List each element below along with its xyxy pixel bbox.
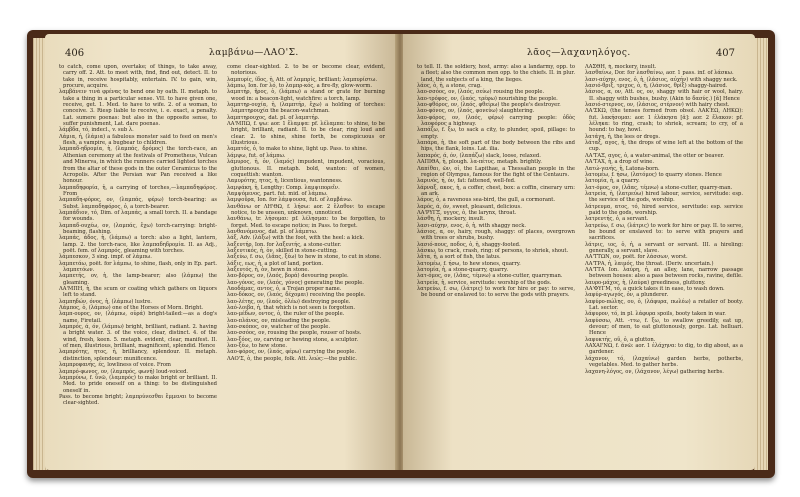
- dictionary-entry: λατομία, ἡ, a quarry.: [585, 178, 640, 185]
- dictionary-entry: ΛΑ'ΜΠΩ, f. ψω: aor. 1 ἔλαμψα: pf. λέλαμπα: to shine, to be bright, brilliant, radiant. II. to be clear, ring loud and clear. 2. to shine, shine forth, be conspicuous or illustrious.: [227, 121, 385, 147]
- dictionary-entry: ΛΑ'ΤΑΞ, αγος, ὁ, a water-animal, the otter or beaver.: [585, 152, 725, 159]
- dictionary-entry: λαμπετάω, poët. for λάμπω, to shine, flash, only in Ep. part. λαμπετόων.: [59, 260, 217, 273]
- dictionary-entry: λάξις, εως, ἡ, a plot of land, portion.: [227, 260, 324, 267]
- dictionary-entry: λασι-αύχην, ενος, ὁ, ἡ, (λάσιος, αὐχήν) with shaggy neck.: [585, 76, 738, 83]
- dictionary-entry: λάος, ὁ, ἡ, a stone, crag.: [417, 83, 482, 90]
- dictionary-entry: λαμπροφανής, ές, lowliness of voice. From: [59, 362, 171, 369]
- left-page-number: 406: [65, 48, 85, 59]
- right-page-number: 407: [715, 48, 735, 59]
- dictionary-entry: λαυρο-μάχος, ἡ, (λαύρα) greediness, gluttony.: [585, 279, 706, 286]
- dictionary-entry: λανθάνω or ΛΗ'ΘΩ, f. λήσω: aor. 2 ἔλαθον: to escape notice, to be unseen, unknown, unnoticed.: [227, 203, 385, 216]
- dictionary-entry: λαο-φόρος, ον, (λαός, φέρω) carrying people: ὁδὸς λαοφόρος a highway.: [417, 114, 575, 128]
- dictionary-entry: λανθάνω, tr. λήσομαι: pf. λέλησμαι: to be forgotten, to forget. Med. to escape notice; in Pass. to forget.: [227, 216, 385, 229]
- dictionary-entry: Λαπίθαι, ῶν, οἱ, the Lapithae, a Thessalian people in the region of Olympus, famous for the fight of the Centaurs.: [417, 165, 575, 178]
- dictionary-entry: ΛΑ'ΜΠΗ, ἡ, the scum or coating which gathers on liquors left to stand.: [59, 286, 217, 299]
- dictionary-entry: λαπαρός, ά, όν, (λαπάζω) slack, loose, relaxed.: [417, 152, 541, 159]
- dictionary-entry: λάμβδα, τό, indecl., v. sub λ.: [59, 127, 134, 134]
- dictionary-entry: λαφύσσω, Att. -ττω, f. ξω, to swallow greedily, eat up, devour; of men, to eat gluttonously, gorge. Lat. helluari. Hence: [585, 317, 743, 337]
- dictionary-entry: λαμπαδ-ηδρομία, ἡ, (λαμπάς, δρόμος) the torch-race, an Athenian ceremony at the festivals of Prometheus, Vulcan and Minerva, in which the runners carried lighted torches from the altar of these gods in the outer Ceramicus to the Acropolis. After the Persian war Pan received a like honour.: [59, 146, 217, 185]
- dictionary-entry: λάμπεσκον, 3 sing. impf. of λάμπω.: [59, 254, 152, 261]
- dictionary-entry: to catch, come upon, overtake; of things, to take away, carry off. 2. Att. to meet with, find, find out, detect. II. to take in, receive hospitably, entertain. IV. to gain, win, procure, acquire.: [59, 64, 217, 90]
- right-column-2: [585, 64, 743, 464]
- dictionary-entry: Λαμψόμενος, part. fut. mid. of λάμπω.: [227, 190, 328, 197]
- left-guide-word: λαμβάνω—ΛΑΟ'Σ.: [209, 48, 299, 58]
- dictionary-entry: λαμπρός, ά, όν, (λάμπω) bright, brilliant, radiant. 2. having a bright water. 3. of the voice, clear, distinct. 4. of the wind, fresh, keen. 5. metaph. evident, clear, manifest. II. of men, illustrious, brilliant, magnificent, splendid. Hence: [59, 324, 217, 350]
- dictionary-entry: λατρεύω, f. σω, (λάτρις) to work for hire or pay. II. to serve, be bound or enslaved to: to serve with prayers and sacrifices.: [585, 222, 743, 242]
- dictionary-entry: λαξεύω, f. σω, (λᾶας, ξέω) to hew in stone, to cut in stone.: [227, 254, 382, 261]
- dictionary-entry: λάξ, Adv. (λάξω) with the foot, with the heel: a kick.: [227, 235, 365, 242]
- dictionary-entry: λατομέω, f. ήσω, to hew stones, quarry.: [417, 260, 521, 267]
- left-column-2: [227, 64, 385, 464]
- dictionary-entry: λαο-σκόπος, ον, watcher of the people.: [227, 324, 330, 331]
- dictionary-entry: λαμπαδηφορία, ἡ, a carrying of torches,—λαμπαδηφόρος. From: [59, 184, 217, 197]
- dictionary-entry: λαμπρό-φωνος, ον, (λαμπρός, φωνή) loud-voiced.: [59, 368, 189, 375]
- dictionary-entry: λασιό-πους, ποδος, ὁ, ἡ, shaggy-footed.: [417, 241, 521, 248]
- dictionary-entry: λάτρις, ιος, ὁ, ἡ, a servant or servant. III. a hireling: generally, a servant, slave.: [585, 241, 743, 254]
- right-page: [403, 34, 755, 470]
- dictionary-entry: λασιό-στερνος, ον, (λάσιος, στέρνον) with hairy chest.: [585, 102, 730, 109]
- dictionary-entry: ΛΑ'ΡΥΓΞ, υγγος, ὁ, the larynx, throat.: [417, 209, 517, 216]
- dictionary-entry: Λάμπος, ὁ, (λάμπω) one of the Horses of Morn. Bright.: [59, 305, 204, 312]
- dictionary-entry: λάσιος, α, ον, Att. ος, ον, shaggy with hair or wool, hairy. II. shaggy with bushes, bushy. (Akin to δασύς.) [ᾰ] Hence: [585, 89, 743, 102]
- right-column-1: [417, 64, 575, 464]
- dictionary-entry: λάχανον, τό, (λαχαίνω) garden herbs, potherbs, vegetables. Med. to gather herbs.: [585, 355, 743, 369]
- dictionary-entry: λαο-φόρος, ον, (λαός, φέρω) carrying the people.: [227, 349, 357, 356]
- dictionary-entry: come clear-sighted. 2. to be or become clear, evident, notorious.: [227, 64, 385, 77]
- dictionary-entry: λατρεία, ἡ, service, servitude: worship of the gods.: [417, 279, 552, 286]
- dictionary-entry: λαμψοῦρα, Ion. for λάμψουσα, fut. of λαμβάνω.: [227, 197, 353, 204]
- dictionary-entry: λαφύρ-αγωγός, ὁν, a plunderer.: [585, 292, 669, 299]
- dictionary-entry: λαο-ξόος, ον, carving or hewing stone, a sculptor.: [227, 336, 358, 343]
- dictionary-entry: λαο-φόνος, ον, (λαός, φονεύω) slaughtering.: [417, 108, 535, 115]
- dictionary-entry: Pass. to become bright; λαμπρύνεσθαι ἔμμεναι to become clear-sighted.: [59, 393, 217, 407]
- dictionary-entry: λαο-γόνος, ον, (λαός, γόνος) generating the people.: [227, 279, 364, 286]
- dictionary-entry: λαπάζω, f. ξω, to sack a city, to plunder, spoil, pillage: to empty.: [417, 127, 575, 140]
- left-page: [45, 34, 397, 470]
- dictionary-entry: λαμπρύνω, f. ὕνῶ, (λαμπρός) to make bright or brilliant. II. Med. to pride oneself on a thing: to be distinguished oneself in.: [59, 374, 217, 394]
- dictionary-entry: λαμπτηρ-ουχία, ἡ, (λαμπτήρ, ἔχω) a holding of torches: λαμπτηρουχία the beacon-watchman.: [227, 102, 385, 115]
- dictionary-entry: λάρος, ὁ, a ravenous sea-bird, the gull, a cormorant.: [417, 197, 556, 204]
- dictionary-entry: λατρεία, ἡ, (λατρεύω) hired labour, service, servitude: esp. the service of the gods, worship.: [585, 190, 743, 204]
- right-guide-word: λᾶος—λαχανηλόγος.: [527, 48, 631, 58]
- dictionary-entry: ΛΑ'ΣΚΩ, (the tenses formed from obsol. ΛΑΚΈΩ, ΛΗΚΩ): fut. λακήσομαι: aor. 1 ἐλάκησα [ᾰ]: aor. 2 ἔλακον: pf. λέληκα: to ring, crash; to shriek, scream; to cry, of a hound: to bay, howl.: [585, 108, 743, 134]
- dictionary-entry: λαο-σσόος, ον, (λαός, σεύω) rousing the people.: [417, 89, 545, 96]
- dictionary-entry: ΛΑΠΙΘΑ, ἡ, plough. λα-πέτυς. metaph. brightly.: [417, 159, 542, 166]
- dictionary-entry: λαξευτικός, ἡ, ὁν, skilled in stone-cutting.: [227, 247, 338, 254]
- dictionary-entry: λαπάρα, ἡ, the soft part of the body between the ribs and hips, the flank, loins. Lat. ilia.: [417, 140, 575, 153]
- dictionary-entry: λάμυρος, ἡ, ὁν, (λαμός) impudent, impudent, voracious, gluttonous. II. metaph. bold, wanton: of women, coquettish: wanton.: [227, 159, 385, 178]
- dictionary-entry: λατάγη, ἡ, the lees or dregs.: [585, 133, 661, 140]
- dictionary-entry: λαρινός, ή, όν, fat: fattened, well-fed.: [417, 178, 516, 185]
- dictionary-entry: λαμπαδη-φόρος, ον, (λαμπάς, φέρω) torch-bearing: as Subst. λαμπαδηφόρος, ὁ, a torch-bearer.: [59, 197, 217, 210]
- dictionary-entry: λαο-ξέω, to hew stone.: [227, 343, 288, 350]
- dictionary-entry: λασιό-θριξ, τριχος, ὁ, ἡ, (λάσιος, θρίξ) shaggy-haired.: [585, 83, 728, 90]
- dictionary-entry: λατρεύω, f. σω, (λάτρις) to work for hire or pay: to serve, be bound or enslaved to: to serve the gods with prayers.: [417, 286, 575, 299]
- dictionary-entry: λατ-όμος, ον, (λᾶας, τέμνω) a stone-cutter, quarry-man.: [585, 184, 733, 191]
- dictionary-entry: λατρευτής, ὁ, a servant.: [585, 216, 649, 223]
- dictionary-entry: λάμψω, fut. of λάμπω.: [227, 152, 286, 159]
- dictionary-entry: ΛΑ'ΦΥΓΜ, τό, a quick takes it in ease, to wash down.: [585, 286, 725, 293]
- dictionary-entry: Λαοδάμας, αντος, ὁ, a Trojan proper name.: [227, 286, 342, 293]
- dictionary-entry: λαμπ-ουρος, ον, (λάμπω, οὐρά) bright-tailed:—as a dog's name, Firetail.: [59, 311, 217, 324]
- dictionary-entry: λατομέω, f. ήσω, (λατόμος) to quarry stones. Hence: [585, 171, 722, 178]
- dictionary-entry: λασθαίνω, Dor. for λασθαίνω, aor. 1 pass. inf. of λάσκω.: [585, 70, 734, 77]
- left-column-1: [59, 64, 217, 464]
- dictionary-entry: λάσκω, to crack, crash, ring: of persons, to shriek, shout.: [417, 247, 569, 254]
- dictionary-entry: λαχανη-λόγος, ον, (λάχανον, λέγω) gathering herbs.: [585, 368, 724, 375]
- dictionary-entry: λαμψάκη, ἡ, Lengthy: Comp. λαμψιπορεῖν.: [227, 184, 340, 191]
- dictionary-entry: λαμπτήρ, ῆρος, ὁ, (λάμπω) a stand or grate for burning wood in: a beacon-light, watchfire: a torch, lamp.: [227, 89, 385, 102]
- dictionary-entry: ΛΑΧΑΙ'ΝΩ, f. ᾰνῶ: aor. 1 ἐλάχηνα: to dig, to dig about, as a gardener.: [585, 343, 743, 356]
- dictionary-entry: λαο-φθόρος, ον, (λαός, φθείρω) the people's destroyer.: [417, 102, 561, 109]
- dictionary-entry: ΛΑ'ΤΑΧ, ἡ, a drop of wine.: [585, 159, 655, 166]
- dictionary-entry: λαφυκτής, οῦ, ὁ, a glutton.: [585, 336, 656, 343]
- dictionary-entry: λαρός, ά, όν, sweet, pleasant, delicious.: [417, 203, 522, 210]
- dictionary-entry: λάτρευμα, ατος, τό, hired service, servitude: esp. service paid to the gods, worship.: [585, 203, 743, 216]
- dictionary-entry: λαμπυρίς, ίδος, ἡ, Att. of λαμπρίς, brilliant; λαμπυρίστω.: [227, 76, 378, 83]
- dictionary-entry: ΛΑΣΘΗ, ἡ, mockery, insult.: [585, 64, 657, 70]
- left-page-columns: [59, 64, 385, 464]
- right-page-edges: [754, 38, 768, 470]
- dictionary-entry: to tell. II. the soldiery, host, army: also a landarmy, opp. to a fleet; also the common men opp. to the chiefs. II. in plur. land, the subjects of a king, the lieges.: [417, 64, 575, 83]
- dictionary-entry: Λάμια, ἡ, (λάμια) a fabulous monster said to feed on men's flesh, a vampire, a bugbear to children.: [59, 133, 217, 147]
- dictionary-entry: Λαμυρότης, ητος, ἡ, licentious, wantonness.: [227, 178, 343, 185]
- dictionary-entry: λαο-λέτης, ον, (λαός, ὀλέω) destroying people.: [227, 298, 351, 305]
- dictionary-entry: λάσθη, ἡ, mockery, insult.: [417, 216, 485, 223]
- dictionary-entry: λάταξ, αγος, ἡ, the drops of wine left at the bottom of the cup.: [585, 140, 743, 153]
- dictionary-entry: λάμπω, Ion. for λό, to λαμπρ-κός, a fire-fly, glow-worm.: [227, 83, 373, 90]
- dictionary-entry: λατομία, ἡ, a stone-quarry, quarry.: [417, 267, 509, 273]
- dictionary-entry: λαμπτός, ὁ, to make to shine, light up. Pass. to shine.: [227, 146, 368, 153]
- dictionary-entry: λαμπρότης, ητος, ἡ, brilliancy, splendour. II. metaph. distinction, splendour: munificence.: [59, 349, 217, 362]
- dictionary-entry: ΛΑ'ΤΤΩΝ, ον, poët. for λάσσων, worst.: [585, 254, 688, 261]
- dictionary-entry: λατ-όμος, ον, (λᾶας, τέμνω) a stone-cutter, quarryman.: [417, 273, 563, 280]
- dictionary-entry: λαμπαδ-ουχέω, ον, (λαμπάς, ἔχω) torch-carrying: bright-beaming, flashing.: [59, 222, 217, 235]
- dictionary-entry: λαφύρο-πώλης, ου, ὁ, (λάφυρα, πωλέω) a retailer of booty. Lat. sector.: [585, 298, 743, 312]
- dictionary-entry: λάσιος, α, ον, hairy, rough, shaggy: of places, overgrown with trees or shrubs, bushy.: [417, 228, 575, 242]
- dictionary-entry: ΛΑΟ'Σ, ὁ, the people, folk. Att. λεώς:—the public.: [227, 355, 357, 362]
- dictionary-entry: λανθανόμενος, dat. pl. of λάμπτω.: [227, 228, 318, 235]
- dictionary-entry: λαμπάδιον, τό, Dim. of λαμπάς, a small torch. II. a bandage for wounds.: [59, 209, 217, 223]
- dictionary-entry: λαο-βόρος, ον, (λαός, βορά) devouring people.: [227, 273, 349, 280]
- dictionary-entry: λάφυρον, τό, in pl. λάφυρα spoils, booty taken in war.: [585, 311, 726, 318]
- dictionary-entry: λασι-αύχην, ενος, ὁ, ἡ, with shaggy neck.: [417, 222, 527, 229]
- dictionary-entry: ΛΑ'ΤΤΑ Ion. λαύρη, ἡ, an alley, lane, narrow passage between houses: also a pass between rocks, ravine, defile.: [585, 267, 743, 280]
- dictionary-entry: λαό-λοιβα, ἡ, that which is not seen is forgotten.: [227, 305, 356, 312]
- dictionary-entry: λαο-μέδων, οντος, ὁ, the ruler of the people.: [227, 311, 345, 318]
- dictionary-entry: λαμπηδών, όνος, ἡ, (λάμπω) lustre.: [59, 298, 152, 305]
- dictionary-entry: λαμβάνειν τινὰ φρένας to bend one by oath. II. metaph. to take a thing in a particular sense. VII. to have given one, receive, get. 1. Med. to have to wife. 2. of a woman, to conceive. 3. Riesp liable to receive, i. e. exact, a penalty. Lat. sumere poenas: but also in the opposite sense, to suffer punishment, Lat. dare poenas.: [59, 89, 217, 128]
- dictionary-entry: λᾶτα, ἡ, a sort of fish, the latus.: [417, 254, 501, 261]
- dictionary-entry: λαμπτηρουχος, dat. pl. of λαμπτήρ.: [227, 114, 320, 121]
- dictionary-entry: λαμπάς, άδος, ἡ, (λάμπω) a torch: also a light, lantern, lamp. 2. the torch-race, like λαμπαδηδρομία. II. as Adj., poët. fem. of λαμπρός, gleaming with torches.: [59, 235, 217, 254]
- dictionary-entry: λαξευτήρ, Ion. for λαξευτής, a stone-cutter.: [227, 241, 342, 248]
- right-page-columns: [417, 64, 743, 464]
- dictionary-entry: λαο-σσόος, ον, rousing the people, rouser of hosts.: [227, 330, 362, 337]
- dictionary-entry: λαο-τρόφος, ον, (λαός, τρέφω) nourishing the people.: [417, 95, 558, 102]
- dictionary-entry: λαο-δόκος, ον, (λαός, δέχομαι) receiving the people.: [227, 292, 366, 299]
- dictionary-entry: λαο-πλάνος, ον, misleading the people.: [227, 317, 331, 324]
- dictionary-entry: Λατώ-γενής, ἡ, Latona-born.: [585, 165, 660, 172]
- dictionary-entry: λαξευτός, ἡ, ὁν, hewn in stone.: [227, 267, 310, 273]
- dictionary-entry: λαμπετής, ov, ἡ, the lamp-bearer; also (λάμπω) the gleaming.: [59, 273, 217, 286]
- dictionary-entry: λάρναξ, ακος, ἡ, a coffer, chest, box: a coffin, cinerary urn: an ark.: [417, 184, 575, 197]
- dictionary-entry: ΛΑ'ΤΡΑ, ἡ, λαιμός, the throat. (Deriv. uncertain.): [585, 260, 714, 267]
